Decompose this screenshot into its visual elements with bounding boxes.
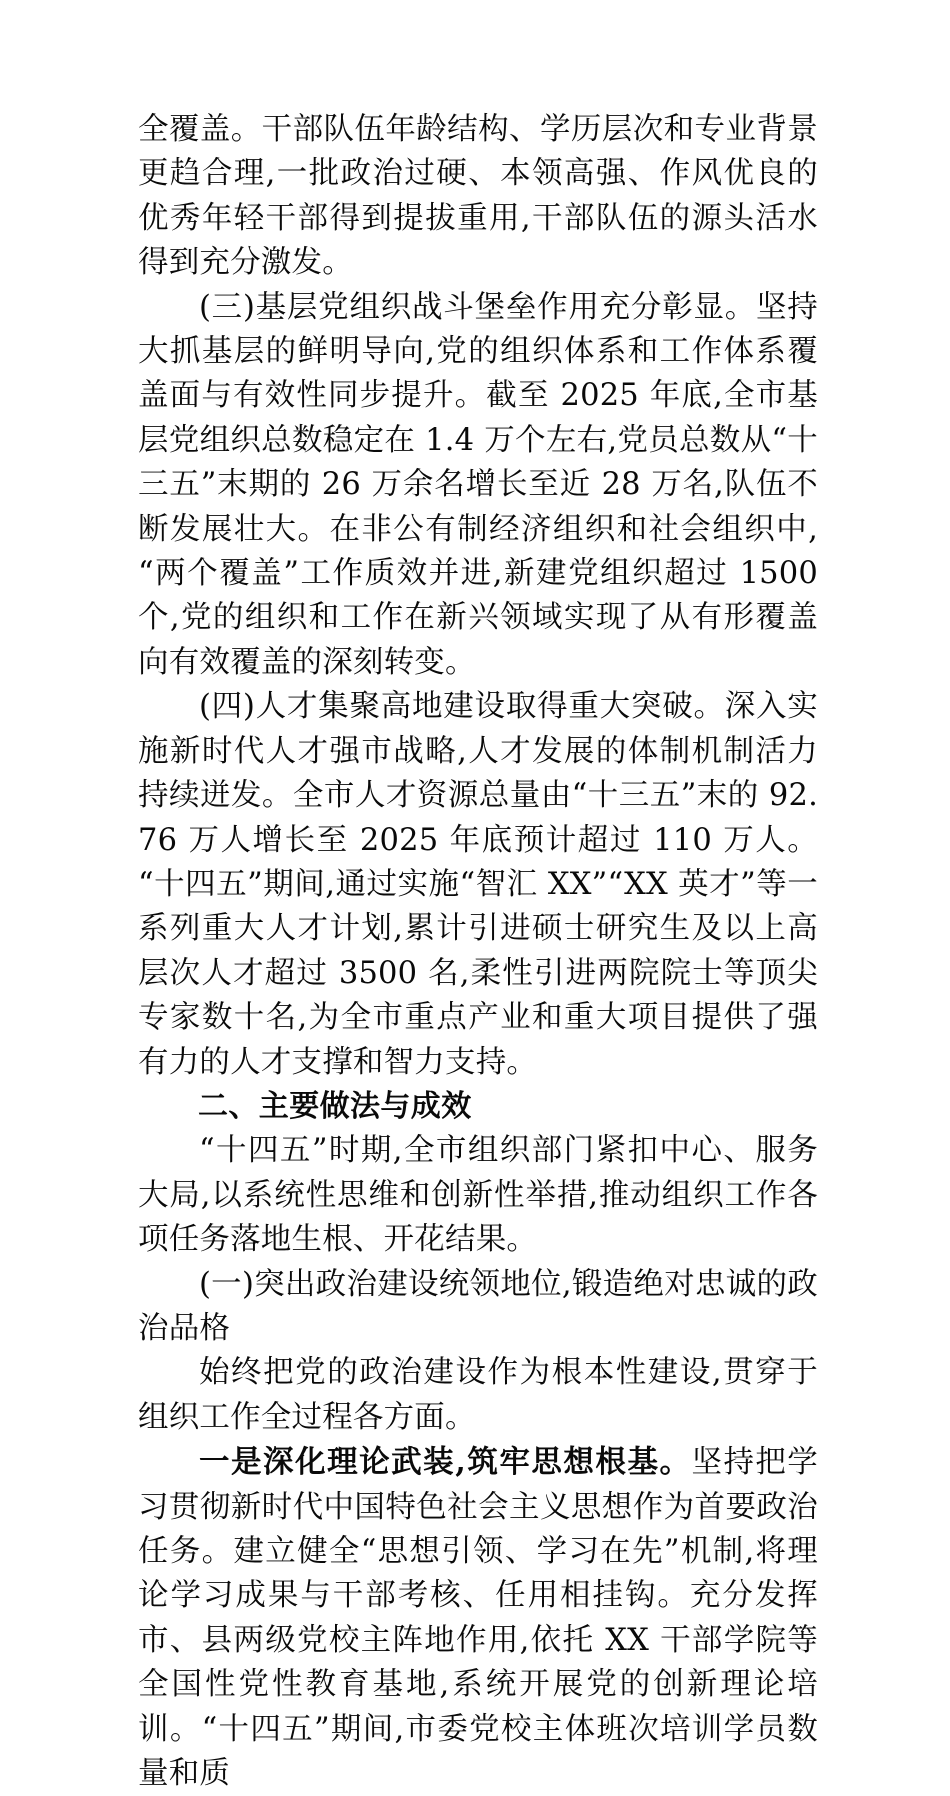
document-text-body: [138, 108, 818, 1796]
paragraph-point-one: [138, 1440, 818, 1796]
paragraph-section-three: (三)基层党组织战斗堡垒作用充分彰显。坚持大抓基层的鲜明导向,党的组织体系和工作体系覆盖面与有效性同步提升。截至 2025 年底,全市基层党组织总数稳定在 1.4 万个左右,党员总数从“十三五”末期的 26 万余名增长至近 28 万名,队伍不断发展壮大。在非公有制经济组织和社会组织中,“两个覆盖”工作质效并进,新建党组织超过 1500 个,党的组织和工作在新兴领域实现了从有形覆盖向有效覆盖的深刻转变。: [138, 289, 818, 680]
paragraph-point-one-body: 坚持把学习贯彻新时代中国特色社会主义思想作为首要政治任务。建立健全“思想引领、学习在先”机制,将理论学习成果与干部考核、任用相挂钩。充分发挥市、县两级党校主阵地作用,依托 XX 干部学院等全国性党性教育基地,系统开展党的创新理论培训。“十四五”期间,市委党校主体班次培训学员数量和质: [138, 1445, 818, 1792]
paragraph-subsection-one-body: 始终把党的政治建设作为根本性建设,贯穿于组织工作全过程各方面。: [138, 1355, 818, 1435]
paragraph-subsection-one-title: (一)突出政治建设统领地位,锻造绝对忠诚的政治品格: [138, 1266, 818, 1346]
paragraph-section-four: (四)人才集聚高地建设取得重大突破。深入实施新时代人才强市战略,人才发展的体制机制活力持续迸发。全市人才资源总量由“十三五”末的 92.76 万人增长至 2025 年底预计超过 110 万人。“十四五”期间,通过实施“智汇 XX”“XX 英才”等一系列重大人才计划,累计引进硕士研究生及以上高层次人才超过 3500 名,柔性引进两院院士等顶尖专家数十名,为全市重点产业和重大项目提供了强有力的人才支撑和智力支持。: [138, 689, 818, 1080]
heading-section-two: 二、主要做法与成效: [198, 1088, 472, 1124]
paragraph-point-one-lead: 一是深化理论武装,筑牢思想根基。: [199, 1444, 692, 1481]
paragraph-section-two-intro: “十四五”时期,全市组织部门紧扣中心、服务大局,以系统性思维和创新性举措,推动组织工作各项任务落地生根、开花结果。: [138, 1133, 818, 1258]
paragraph-cadre-team-continued: 全覆盖。干部队伍年龄结构、学历层次和专业背景更趋合理,一批政治过硬、本领高强、作风优良的优秀年轻干部得到提拔重用,干部队伍的源头活水得到充分激发。: [138, 112, 818, 281]
